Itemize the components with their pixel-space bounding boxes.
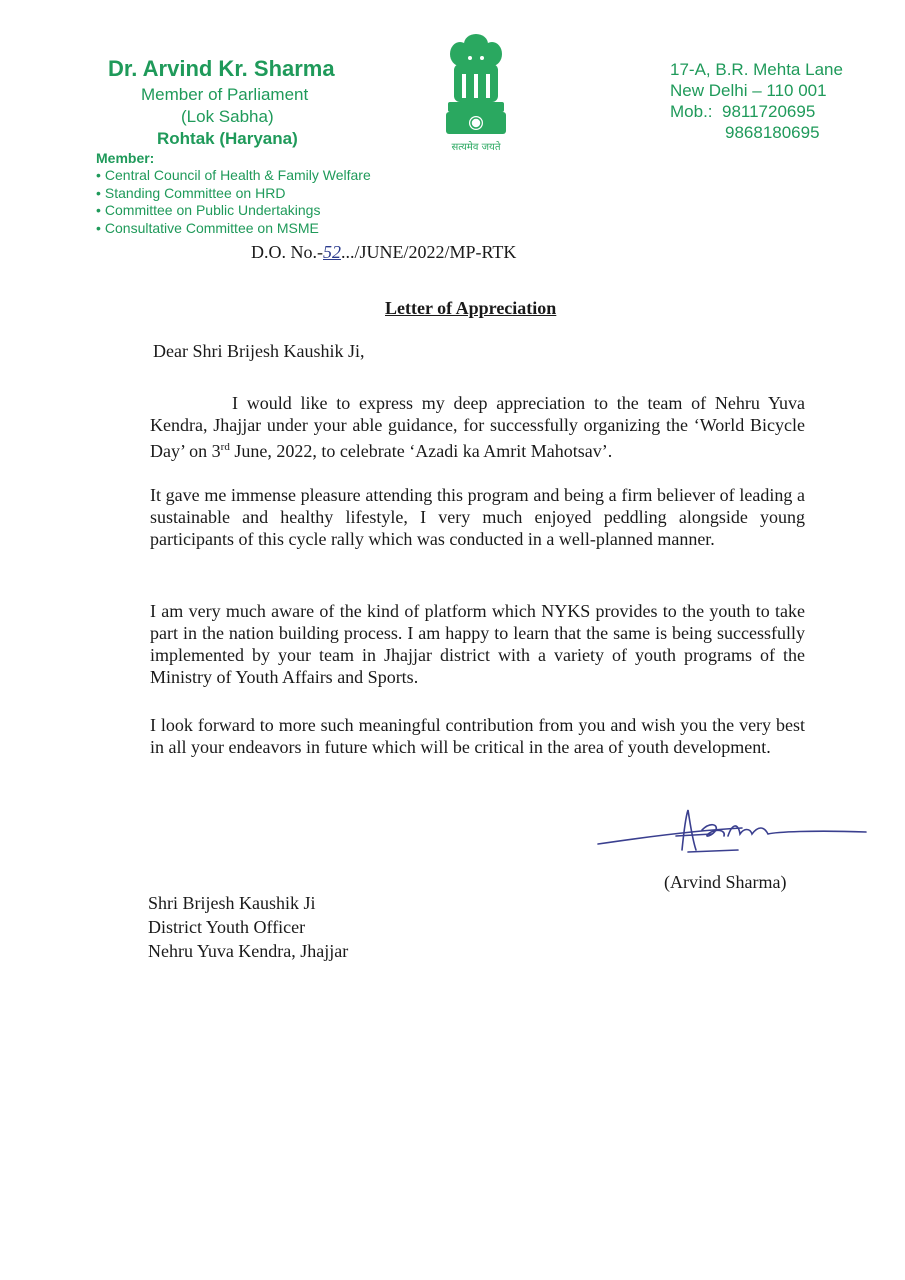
- mobile-number: 9868180695: [725, 123, 820, 142]
- body-paragraph: I look forward to more such meaningful contribution from you and wish you the very best in all your endeavors in future which will be critical in the area of youth development.: [150, 715, 805, 757]
- address-line: New Delhi – 110 001: [670, 81, 827, 100]
- sender-address: [670, 59, 843, 143]
- mobile-label: Mob.:: [670, 102, 713, 121]
- body-paragraph: I would like to express my deep appreciation to the team of Nehru Yuva Kendra, Jhajjar under your able guidance, for successfully organizing the ‘World Bicycle Day’ on 3rd June, 2022, to celebrate ‘Azadi ka Amrit Mahotsav’.: [150, 393, 805, 461]
- mobile-line: [670, 101, 843, 122]
- committee-item: • Standing Committee on HRD: [96, 185, 371, 203]
- sender-name: Dr. Arvind Kr. Sharma: [108, 56, 335, 81]
- committee-item: • Consultative Committee on MSME: [96, 220, 371, 238]
- sender-house: (Lok Sabha): [181, 107, 274, 126]
- mobile-number: 9811720695: [721, 102, 816, 121]
- national-emblem-icon: [440, 30, 512, 154]
- sender-designation: Member of Parliament: [141, 85, 309, 104]
- body-paragraph: It gave me immense pleasure attending this program and being a firm believer of leading a sustainable and healthy lifestyle, I very much enjoyed peddling alongside young participants of this cycle rally which was conducted in a well-planned manner.: [150, 485, 805, 549]
- sender-constituency: Rohtak (Haryana): [157, 129, 298, 148]
- signer-name: (Arvind Sharma): [664, 872, 787, 892]
- do-number: D.O. No.-52.../JUNE/2022/MP-RTK: [251, 242, 517, 262]
- body-paragraph: I am very much aware of the kind of platform which NYKS provides to the youth to take part in the nation building process. I am happy to learn that the same is being successfully implemented by your team in Jhajjar district with a variety of youth programs of the Ministry of Youth Affairs and Sports.: [150, 601, 805, 687]
- salutation: Dear Shri Brijesh Kaushik Ji,: [153, 341, 365, 361]
- handwritten-signature: [592, 800, 872, 862]
- emblem-motto: सत्यमेव जयते: [451, 142, 501, 153]
- recipient-name: Shri Brijesh Kaushik Ji: [148, 893, 316, 913]
- recipient-organization: Nehru Yuva Kendra, Jhajjar: [148, 941, 349, 961]
- address-line: 17-A, B.R. Mehta Lane: [670, 60, 843, 79]
- committee-item: • Committee on Public Undertakings: [96, 202, 371, 220]
- do-handwritten-number: 52: [323, 242, 341, 262]
- recipient-block: [148, 891, 348, 963]
- committee-item: • Central Council of Health & Family Welfare: [96, 167, 371, 185]
- letter-title: Letter of Appreciation: [385, 298, 557, 318]
- committee-list: [96, 167, 371, 237]
- recipient-title: District Youth Officer: [148, 917, 306, 937]
- member-label: Member:: [96, 150, 155, 166]
